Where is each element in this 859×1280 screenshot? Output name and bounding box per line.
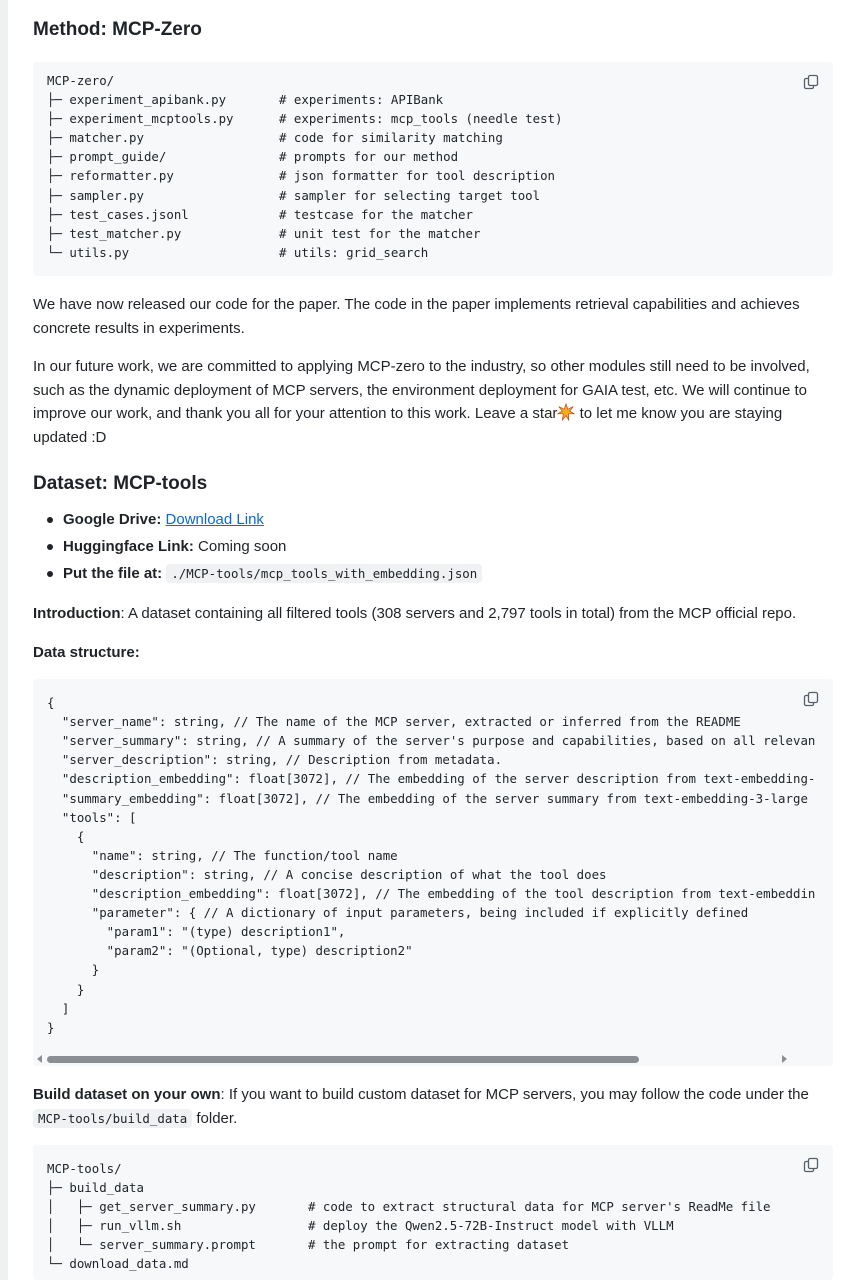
method-heading: Method: MCP-Zero (33, 19, 202, 40)
code-line: } (47, 981, 85, 997)
copy-icon[interactable] (803, 691, 819, 707)
code-line: "parameter": { // A dictionary of input parameters, being included if explicitly defined (47, 905, 749, 921)
code-line: "description": string, // A concise description of what the tool does (47, 866, 607, 882)
scrollbar-thumb[interactable] (47, 1056, 639, 1063)
build-dataset-paragraph (33, 1083, 833, 1131)
code-line: ] (47, 1000, 70, 1016)
structure-label: Data structure: (33, 644, 140, 661)
code-line: "description_embedding": float[3072], // The embedding of the tool description from text-embeddin (47, 886, 816, 901)
data-structure-code-block (33, 679, 833, 1066)
build-tree-comment: # deploy the Qwen2.5-72B-Instruct model with VLLM (308, 1218, 674, 1234)
code-line: "tools": [ (47, 809, 137, 825)
tree-file-comment: # json formatter for tool description (279, 168, 556, 184)
code-line: } (47, 1019, 55, 1035)
build-tree-comment: # code to extract structural data for MCP server's ReadMe file (308, 1199, 771, 1215)
left-border (0, 0, 8, 1280)
scroll-right-icon[interactable] (782, 1055, 787, 1063)
method-code-block (33, 62, 833, 276)
tree-file-comment: # prompts for our method (279, 149, 459, 165)
build-tree-item: │ └─ server_summary.prompt (47, 1237, 256, 1253)
tree-file-name: ├─ matcher.py (47, 130, 144, 146)
gdrive-label: Google Drive: (63, 511, 162, 528)
build-path-code: MCP-tools/build_data (33, 1109, 192, 1128)
build-tree-item: └─ download_data.md (47, 1256, 189, 1272)
build-text: : If you want to build custom dataset for MCP servers, you may follow the code under the (220, 1086, 809, 1103)
code-line: { (47, 828, 85, 844)
tree-file-comment: # sampler for selecting target tool (279, 187, 541, 203)
copy-icon[interactable] (803, 74, 819, 90)
code-line: "summary_embedding": float[3072], // The embedding of the server summary from text-embedding-3-large (47, 790, 808, 806)
copy-icon[interactable] (803, 1157, 819, 1173)
star-icon (557, 403, 575, 421)
dataset-bullet-list (33, 506, 482, 587)
list-item-huggingface (33, 533, 482, 560)
method-tree-root: MCP-zero/ (47, 73, 115, 88)
code-line: "server_name": string, // The name of the MCP server, extracted or inferred from the README (47, 714, 741, 730)
code-line: "server_summary": string, // A summary of the server's purpose and capabilities, based on all relevan (47, 733, 816, 749)
introduction-paragraph (33, 602, 833, 626)
intro-label: Introduction (33, 605, 121, 622)
tree-file-comment: # experiments: mcp_tools (needle test) (279, 111, 563, 127)
code-line: { (47, 695, 55, 710)
build-tree-root: MCP-tools/ (47, 1161, 122, 1176)
code-line: "description_embedding": float[3072], // The embedding of the server description from text-embedding- (47, 771, 816, 787)
hf-label: Huggingface Link: (63, 538, 194, 555)
horizontal-scrollbar[interactable] (33, 1052, 833, 1066)
dataset-heading: Dataset: MCP-tools (33, 473, 208, 494)
scroll-left-icon[interactable] (37, 1055, 42, 1063)
code-line: "server_description": string, // Description from metadata. (47, 752, 503, 768)
code-line: "name": string, // The function/tool name (47, 847, 398, 863)
put-label: Put the file at: (63, 565, 163, 582)
release-paragraph: We have now released our code for the paper. The code in the paper implements retrieval capabilities and achieves concrete results in experiments. (33, 296, 800, 337)
code-line: "param1": "(type) description1", (47, 924, 346, 940)
future-work-text: In our future work, we are committed to applying MCP-zero to the industry, so other modules still need to be involved, such as the dynamic deployment of MCP servers, the environment deployment for GAIA test, etc. We will continue to improve our work, and thank you all for your attention to this work. Leave a star (33, 358, 810, 422)
tree-file-name: ├─ prompt_guide/ (47, 149, 167, 165)
build-suffix: folder. (192, 1110, 238, 1127)
future-work-paragraph (33, 355, 828, 449)
build-tree-code-block (33, 1145, 833, 1280)
tree-file-name: └─ utils.py (47, 244, 130, 260)
tree-file-name: ├─ sampler.py (47, 187, 144, 203)
intro-text: : A dataset containing all filtered tools (308 servers and 2,797 tools in total) from the MCP official repo. (120, 605, 797, 622)
tree-file-name: ├─ test_matcher.py (47, 225, 182, 241)
tree-file-comment: # testcase for the matcher (279, 206, 473, 222)
tree-file-name: ├─ experiment_mcptools.py (47, 111, 234, 127)
build-tree-item: ├─ build_data (47, 1180, 144, 1195)
download-link[interactable]: Download Link (165, 511, 264, 528)
list-item-google-drive (33, 506, 482, 533)
future-work-text-end: to let me know you are staying updated :D (33, 405, 783, 446)
tree-file-name: ├─ experiment_apibank.py (47, 92, 227, 107)
list-item-put-file (33, 560, 482, 587)
hf-value: Coming soon (198, 538, 287, 555)
file-path-code: ./MCP-tools/mcp_tools_with_embedding.json (166, 564, 482, 583)
tree-file-comment: # utils: grid_search (279, 244, 429, 260)
code-line: "param2": "(Optional, type) description2" (47, 943, 413, 959)
build-tree-item: │ ├─ get_server_summary.py (47, 1199, 256, 1215)
tree-file-comment: # code for similarity matching (279, 130, 503, 146)
code-line: } (47, 962, 100, 978)
data-structure-label (33, 641, 828, 665)
build-label: Build dataset on your own (33, 1086, 221, 1103)
build-tree-item: │ ├─ run_vllm.sh (47, 1218, 182, 1234)
tree-file-comment: # unit test for the matcher (279, 225, 481, 241)
tree-file-name: ├─ test_cases.jsonl (47, 206, 189, 222)
tree-file-name: ├─ reformatter.py (47, 168, 174, 184)
build-tree-comment: # the prompt for extracting dataset (308, 1237, 570, 1253)
tree-file-comment: # experiments: APIBank (279, 92, 444, 107)
